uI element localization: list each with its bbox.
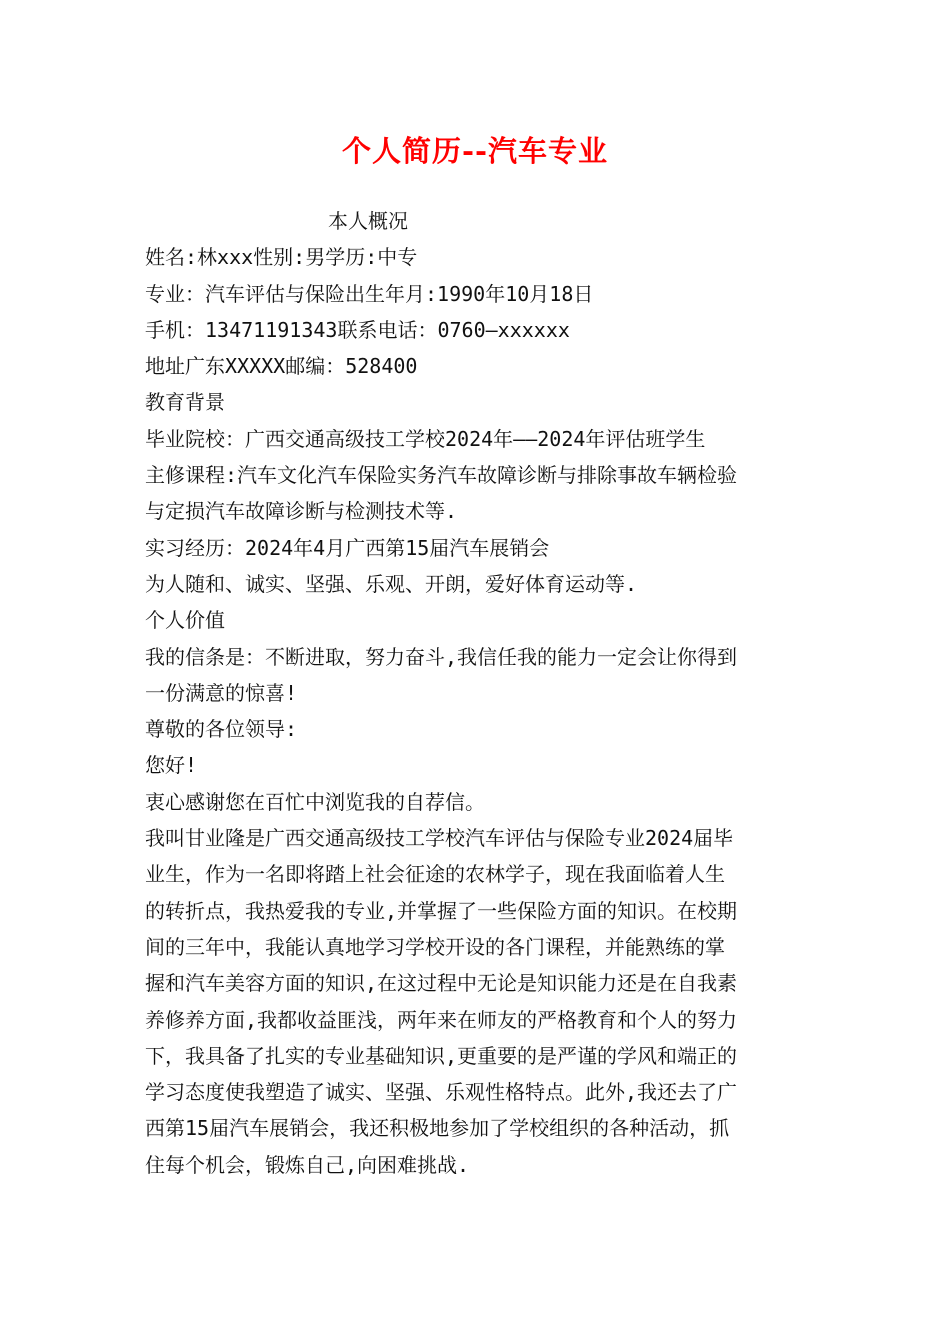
personality-line: 为人随和、诚实、坚强、乐观、开朗，爱好体育运动等.: [145, 571, 638, 596]
document-title: 个人简历--汽车专业: [341, 134, 609, 168]
info-major-line: 专业：汽车评估与保险出生年月:1990年10月18日: [145, 281, 594, 306]
letter-body-line: 住每个机会，锻炼自己,向困难挑战.: [145, 1152, 470, 1177]
creed-line-1: 我的信条是：不断进取，努力奋斗,我信任我的能力一定会让你得到: [145, 644, 738, 669]
letter-body-line: 西第15届汽车展销会，我还积极地参加了学校组织的各种活动，抓: [145, 1116, 730, 1141]
letter-body-line: 间的三年中，我能认真地学习学校开设的各门课程，并能熟练的掌: [145, 934, 725, 959]
letter-body-line: 下，我具备了扎实的专业基础知识,更重要的是严谨的学风和端正的: [145, 1043, 738, 1068]
letter-body-line: 学习态度使我塑造了诚实、坚强、乐观性格特点。此外,我还去了广: [145, 1080, 738, 1105]
section-heading-value: 个人价值: [145, 608, 225, 633]
letter-body-line: 我叫甘业隆是广西交通高级技工学校汽车评估与保险专业2024届毕: [145, 826, 734, 851]
info-phone-line: 手机：13471191343联系电话：0760—xxxxxx: [145, 317, 570, 342]
letter-body-line: 的转折点，我热爱我的专业,并掌握了一些保险方面的知识。在校期: [145, 898, 738, 923]
education-courses-line-2: 与定损汽车故障诊断与检测技术等.: [145, 499, 458, 524]
section-heading-overview: 本人概况: [328, 209, 408, 233]
creed-line-2: 一份满意的惊喜!: [145, 680, 298, 705]
letter-greeting: 您好!: [145, 753, 198, 778]
section-heading-education: 教育背景: [145, 390, 225, 415]
education-courses-line-1: 主修课程:汽车文化汽车保险实务汽车故障诊断与排除事故车辆检验: [145, 463, 738, 488]
letter-body-line: 业生，作为一名即将踏上社会征途的农林学子，现在我面临着人生: [145, 862, 725, 887]
education-school-line: 毕业院校：广西交通高级技工学校2024年——2024年评估班学生: [145, 426, 706, 451]
internship-line: 实习经历：2024年4月广西第15届汽车展销会: [145, 535, 550, 560]
letter-salutation: 尊敬的各位领导:: [145, 717, 298, 742]
letter-thanks: 衷心感谢您在百忙中浏览我的自荐信。: [145, 789, 485, 814]
info-address-line: 地址广东XXXXX邮编：528400: [145, 354, 418, 379]
info-name-line: 姓名:林xxx性别:男学历:中专: [145, 245, 418, 270]
letter-body-line: 握和汽车美容方面的知识,在这过程中无论是知识能力还是在自我素: [145, 971, 738, 996]
letter-body-line: 养修养方面,我都收益匪浅，两年来在师友的严格教育和个人的努力: [145, 1007, 738, 1032]
document-body: [145, 203, 813, 1183]
